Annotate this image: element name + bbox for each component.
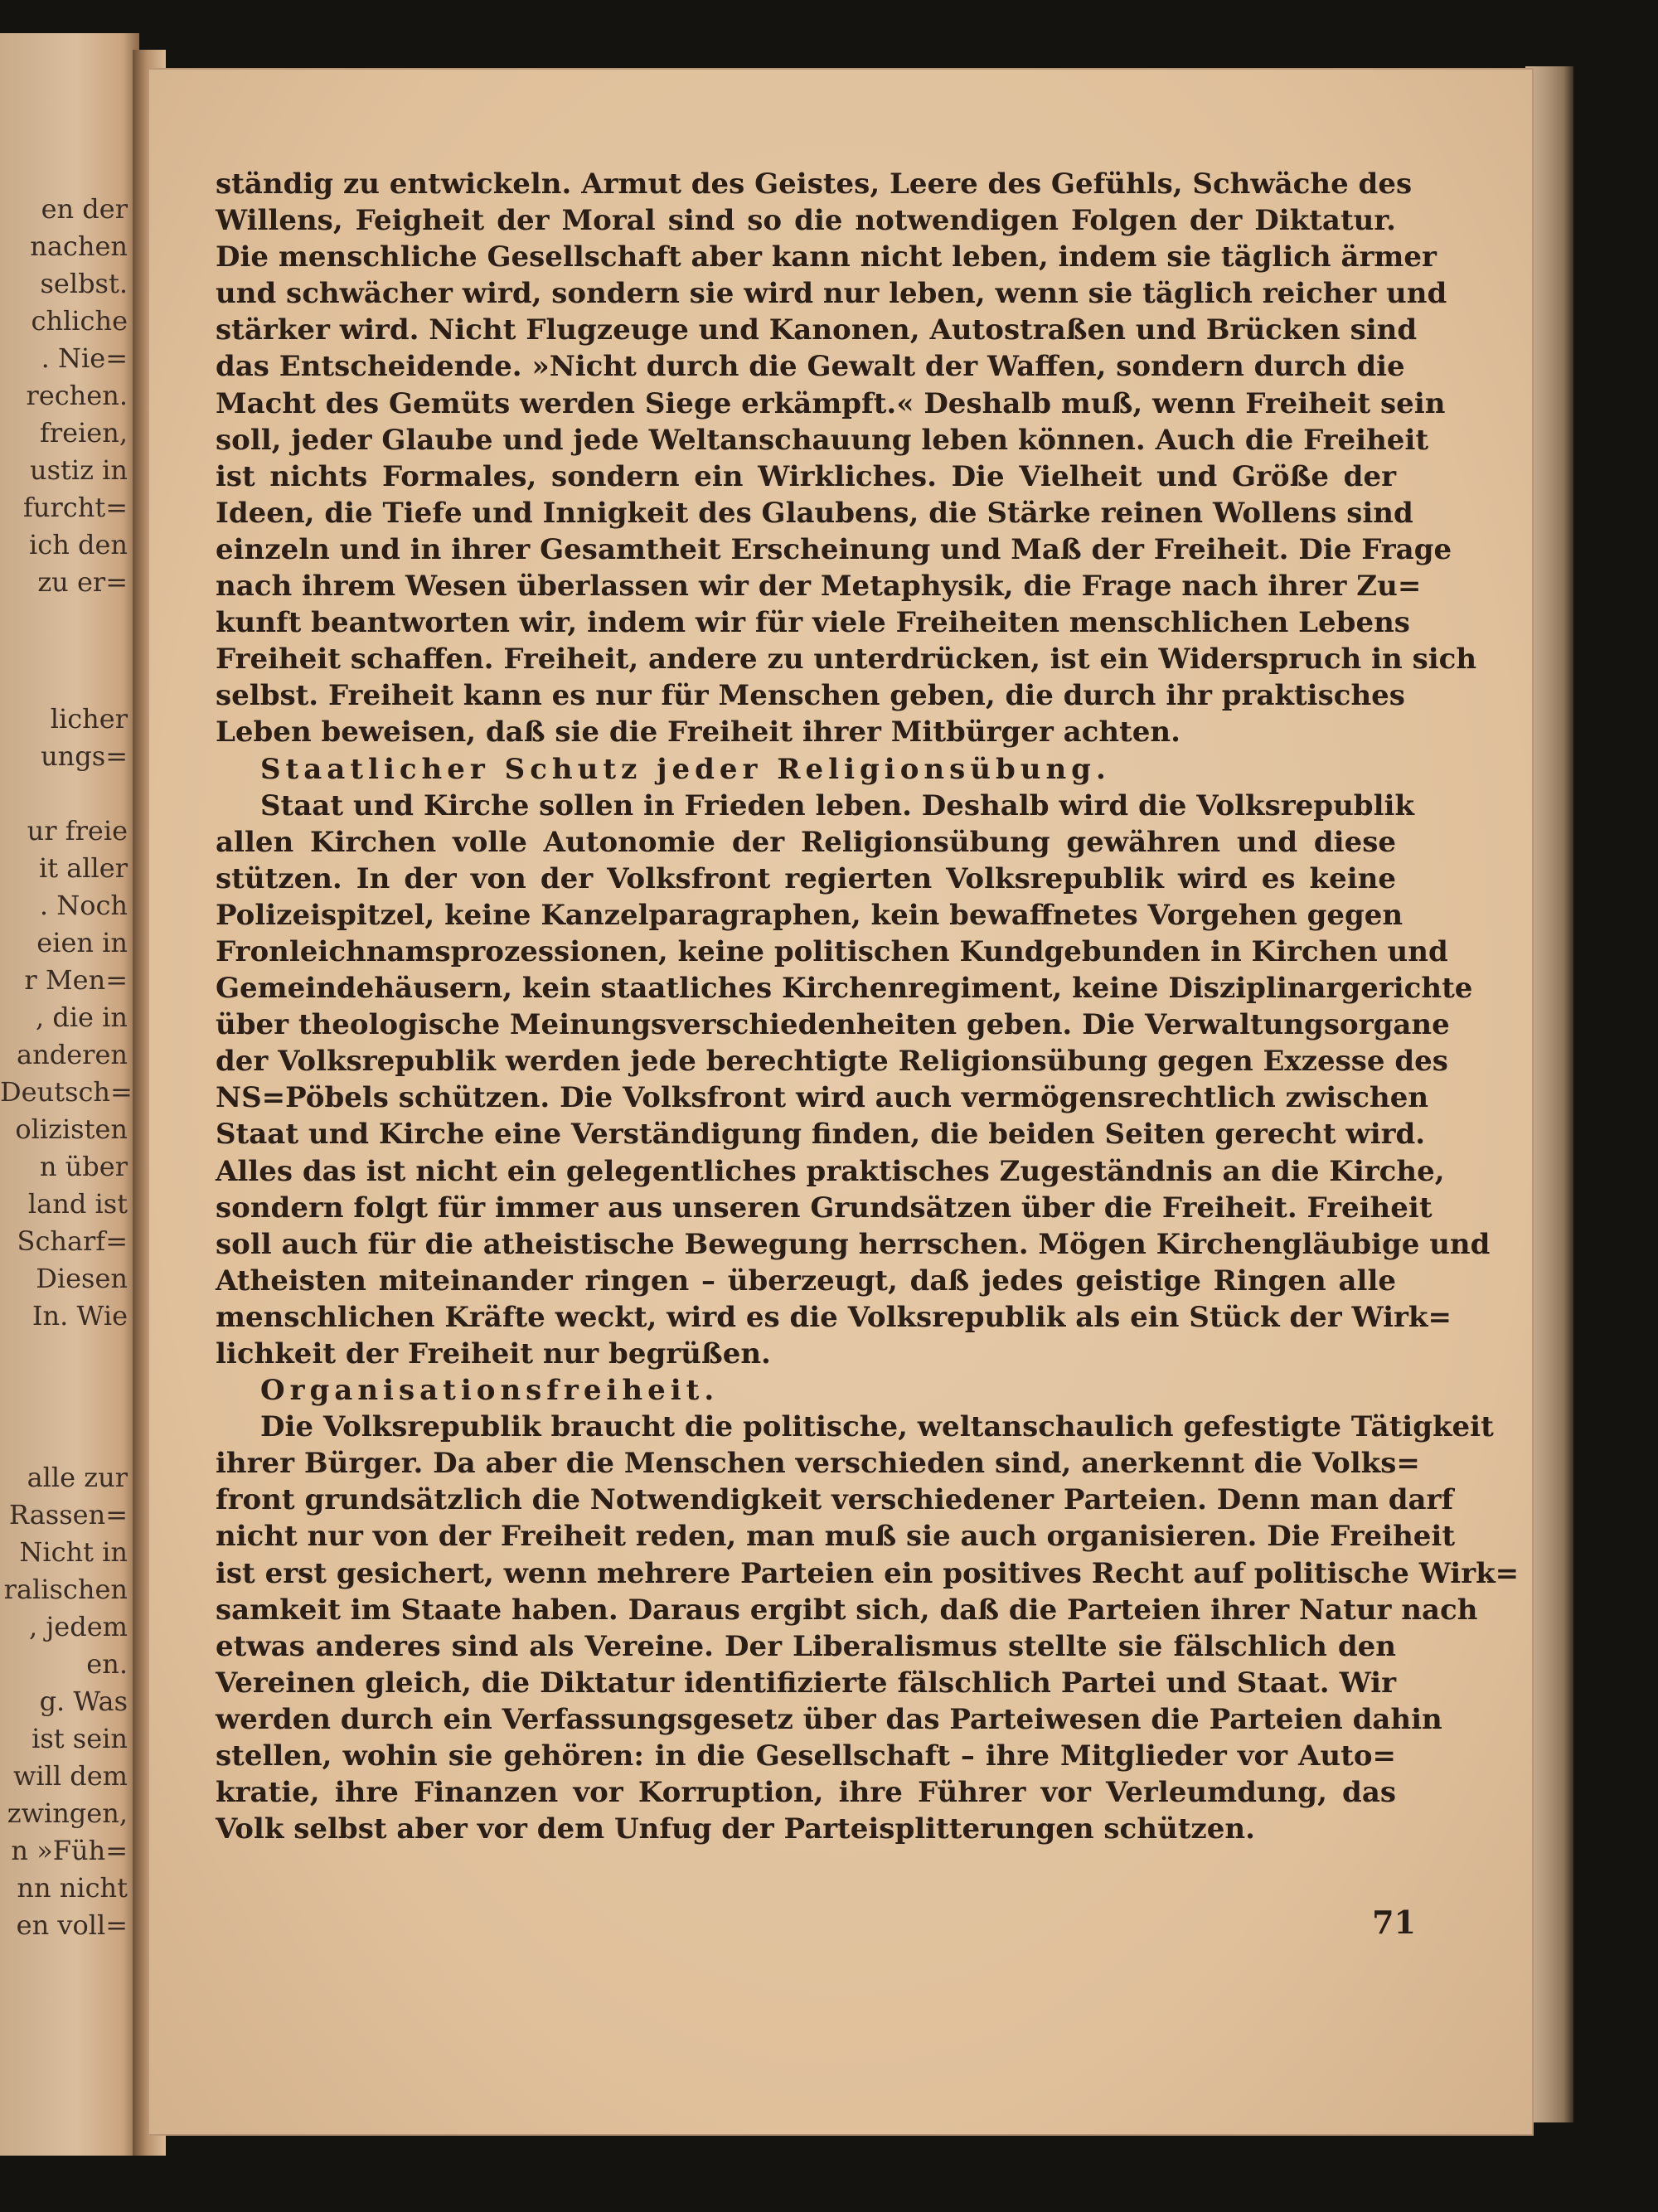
text-line: allen Kirchen volle Autonomie der Religionsübung gewähren und diese — [216, 825, 1396, 859]
text-line: menschlichen Kräfte weckt, wird es die Volksrepublik als ein Stück der Wirk= — [216, 1300, 1452, 1334]
text-line: stellen, wohin sie gehören: in die Gesellschaft – ihre Mitglieder vor Auto= — [216, 1739, 1396, 1773]
text-line: nicht nur von der Freiheit reden, man muß sie auch organisieren. Die Freiheit — [216, 1520, 1456, 1554]
left-page-line: ungs= — [41, 740, 128, 772]
text-line: Gemeindehäusern, kein staatliches Kirchenregiment, keine Disziplinargerichte — [216, 972, 1473, 1006]
left-page-line: ich den — [29, 529, 128, 560]
text-line: und schwächer wird, sondern sie wird nur leben, wenn sie täglich reicher und — [216, 277, 1447, 311]
left-page-line: ustiz in — [30, 454, 128, 486]
left-page-line: furcht= — [23, 492, 128, 523]
left-page-line: . Nie= — [41, 342, 128, 374]
left-page-line: , die in — [35, 1002, 128, 1033]
text-line: etwas anderes sind als Vereine. Der Liberalismus stellte sie fälschlich den — [216, 1629, 1396, 1663]
left-page-line: . Noch — [39, 890, 128, 921]
left-page-line: , jedem — [29, 1611, 128, 1642]
left-page-text-block-middle — [0, 701, 133, 1335]
text-line: über theologische Meinungsverschiedenheiten geben. Die Verwaltungsorgane — [216, 1008, 1450, 1042]
left-page-line: olizisten — [15, 1113, 128, 1145]
left-page-line: en der — [41, 193, 128, 225]
text-line: Macht des Gemüts werden Siege erkämpft.« Deshalb muß, wenn Freiheit sein — [216, 386, 1446, 420]
text-line: selbst. Freiheit kann es nur für Menschen geben, die durch ihr praktisches — [216, 679, 1405, 713]
text-line: stützen. In der von der Volksfront regierten Volksrepublik wird es keine — [216, 861, 1396, 895]
text-line: einzeln und in ihrer Gesamtheit Erscheinung und Maß der Freiheit. Die Frage — [216, 532, 1452, 566]
text-line: ist nichts Formales, sondern ein Wirkliches. Die Vielheit und Größe der — [216, 459, 1396, 493]
text-line: soll, jeder Glaube und jede Weltanschauung leben können. Auch die Freiheit — [216, 423, 1429, 457]
text-line: werden durch ein Verfassungsgesetz über das Parteiwesen die Parteien dahin — [216, 1702, 1442, 1736]
text-line: nach ihrem Wesen überlassen wir der Metaphysik, die Frage nach ihrer Zu= — [216, 570, 1422, 604]
left-page-line: g. Was — [39, 1686, 128, 1717]
paragraph-freedom — [216, 166, 1477, 751]
text-line: ist erst gesichert, wenn mehrere Parteien ein positives Recht auf politische Wirk= — [216, 1556, 1520, 1590]
text-line: Staat und Kirche sollen in Frieden leben. Deshalb wird die Volksrepublik — [260, 788, 1414, 822]
left-page-text-block-bottom — [0, 1459, 133, 1944]
text-line: Polizeispitzel, keine Kanzelparagraphen, kein bewaffnetes Vorgehen gegen — [216, 898, 1403, 932]
left-page-line — [0, 775, 133, 813]
left-page-line: freien, — [39, 417, 128, 449]
left-page-line: nn nicht — [17, 1872, 128, 1904]
left-page-line: it aller — [38, 852, 128, 884]
paragraph-organisation — [216, 1409, 1520, 1847]
page-number: 71 — [1372, 1904, 1416, 1941]
left-page-line: licher — [50, 703, 128, 735]
text-line: sondern folgt für immer aus unseren Grundsätzen über die Freiheit. Freiheit — [216, 1191, 1433, 1225]
text-line: Vereinen gleich, die Diktatur identifizierte fälschlich Partei und Staat. Wir — [216, 1666, 1396, 1700]
left-page-line: alle zur — [27, 1462, 128, 1493]
text-line: Alles das ist nicht ein gelegentliches praktisches Zugeständnis an die Kirche, — [216, 1154, 1445, 1188]
text-line: samkeit im Staate haben. Daraus ergibt sich, daß die Parteien ihrer Natur nach — [216, 1593, 1478, 1627]
left-page-line: land ist — [27, 1188, 128, 1220]
text-line: Ideen, die Tiefe und Innigkeit des Glaubens, die Stärke reinen Wollens sind — [216, 496, 1413, 530]
left-page-line: ur freie — [27, 815, 128, 846]
left-page-line: en voll= — [16, 1909, 128, 1941]
left-page-line: n »Füh= — [11, 1835, 128, 1866]
left-page-line: chliche — [31, 305, 128, 337]
left-page-line: Deutsch= — [0, 1076, 133, 1108]
text-line: Freiheit schaffen. Freiheit, andere zu unterdrücken, ist ein Widerspruch in sich — [216, 643, 1477, 677]
left-page-line: will dem — [12, 1760, 128, 1792]
left-page-line: zu er= — [37, 566, 128, 598]
text-line: Die Volksrepublik braucht die politische, weltanschaulich gefestigte Tätigkeit — [260, 1410, 1494, 1444]
page-text — [216, 166, 1520, 1847]
left-page-line: nachen — [30, 230, 128, 262]
text-line: kratie, ihre Finanzen vor Korruption, ihre Führer vor Verleumdung, das — [216, 1776, 1396, 1810]
left-page-line: selbst. — [40, 268, 128, 299]
text-line: Volk selbst aber vor dem Unfug der Parteisplitterungen schützen. — [216, 1812, 1255, 1846]
left-page-fragment — [0, 33, 139, 2156]
section-heading-organisation: Organisationsfreiheit. — [260, 1374, 720, 1408]
left-page-line: r Men= — [24, 964, 128, 996]
text-line: kunft beantworten wir, indem wir für viele Freiheiten menschlichen Lebens — [216, 606, 1410, 640]
left-page-line: ist sein — [32, 1723, 128, 1754]
text-line: der Volksrepublik werden jede berechtigte Religionsübung gegen Exzesse des — [216, 1045, 1448, 1079]
text-line: ihrer Bürger. Da aber die Menschen verschieden sind, anerkennt die Volks= — [216, 1447, 1420, 1481]
left-page-text-block-top — [0, 191, 133, 601]
left-page-line: ralischen — [3, 1574, 128, 1605]
left-page-line: rechen. — [26, 380, 128, 411]
left-page-line: en. — [86, 1648, 128, 1680]
left-page-line: Rassen= — [8, 1499, 128, 1530]
text-line: Willens, Feigheit der Moral sind so die notwendigen Folgen der Diktatur. — [216, 204, 1396, 238]
left-page-line: In. Wie — [32, 1300, 128, 1332]
paragraph-religion — [216, 788, 1491, 1373]
left-page-line: zwingen, — [7, 1797, 128, 1829]
text-line: ständig zu entwickeln. Armut des Geistes, Leere des Gefühls, Schwäche des — [216, 167, 1413, 201]
left-page-line: n über — [39, 1151, 128, 1182]
section-heading-religion: Staatlicher Schutz jeder Religionsübung. — [260, 752, 1111, 786]
text-line: Fronleichnamsprozessionen, keine politischen Kundgebunden in Kirchen und — [216, 934, 1448, 968]
text-line: lichkeit der Freiheit nur begrüßen. — [216, 1337, 771, 1370]
text-line: stärker wird. Nicht Flugzeuge und Kanonen, Autostraßen und Brücken sind — [216, 313, 1418, 347]
text-line: soll auch für die atheistische Bewegung herrschen. Mögen Kirchengläubige und — [216, 1227, 1491, 1261]
text-line: Leben beweisen, daß sie die Freiheit ihrer Mitbürger achten. — [216, 716, 1180, 749]
left-page-line: anderen — [17, 1039, 128, 1070]
right-page — [148, 68, 1534, 2136]
text-line: Staat und Kirche eine Verständigung finden, die beiden Seiten gerecht wird. — [216, 1118, 1426, 1152]
text-line: front grundsätzlich die Notwendigkeit verschiedener Parteien. Denn man darf — [216, 1483, 1454, 1517]
text-line: Atheisten miteinander ringen – überzeugt, daß jedes geistige Ringen alle — [216, 1264, 1396, 1298]
left-page-line: Diesen — [36, 1263, 128, 1294]
left-page-line: Nicht in — [19, 1536, 128, 1568]
text-line: NS=Pöbels schützen. Die Volksfront wird auch vermögensrechtlich zwischen — [216, 1081, 1429, 1115]
text-line: das Entscheidende. »Nicht durch die Gewalt der Waffen, sondern durch die — [216, 350, 1405, 384]
left-page-line: eien in — [36, 927, 128, 958]
text-line: Die menschliche Gesellschaft aber kann nicht leben, indem sie täglich ärmer — [216, 240, 1437, 274]
left-page-line: Scharf= — [17, 1225, 128, 1257]
